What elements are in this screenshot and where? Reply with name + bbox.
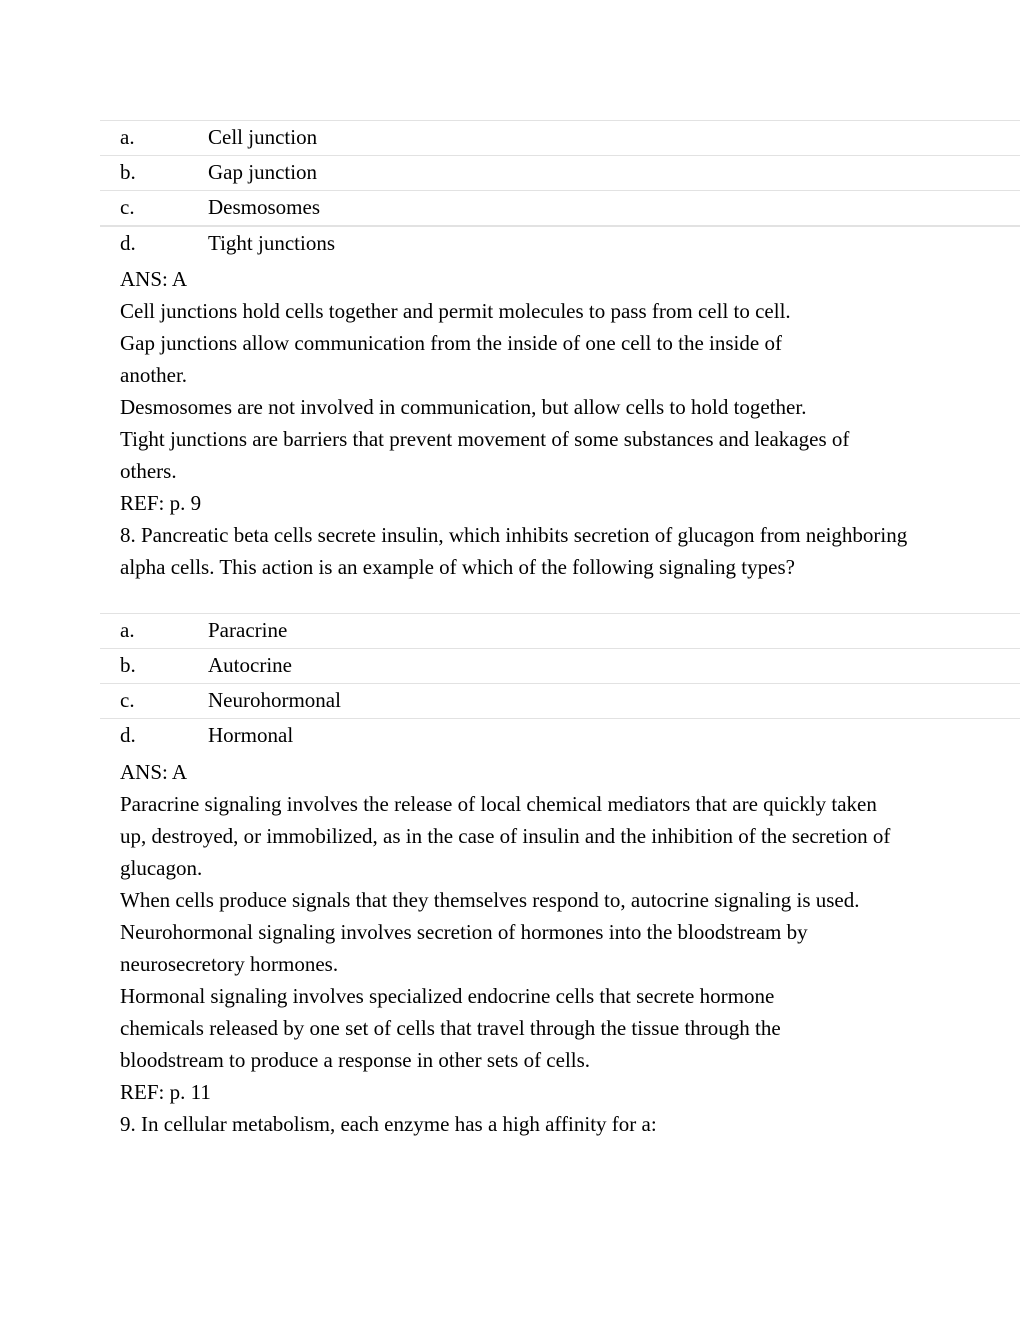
- q7-options-table: [100, 120, 1020, 260]
- rationale-line: Tight junctions are barriers that prevent movement of some substances and leakages of others.: [120, 427, 850, 483]
- reference: REF: p. 9: [120, 491, 202, 515]
- option-row: [100, 613, 1020, 648]
- option-letter: b.: [120, 160, 136, 184]
- option-row: [100, 190, 1020, 225]
- option-row: [100, 120, 1020, 155]
- rationale-line: Desmosomes are not involved in communication, but allow cells to hold together.: [120, 395, 807, 419]
- option-row: [100, 225, 1020, 260]
- option-text: Tight junctions: [208, 231, 336, 255]
- option-letter: d.: [120, 231, 136, 255]
- rationale-line: Paracrine signaling involves the release of local chemical mediators that are quickly taken up, destroyed, or immobilized, as in the case of insulin and the inhibition of the secretion of glucagon.: [120, 792, 891, 880]
- q8-answer-block: [120, 756, 920, 1140]
- option-text: Hormonal: [208, 723, 294, 747]
- option-text: Cell junction: [208, 125, 318, 149]
- option-letter: a.: [120, 618, 135, 642]
- option-letter: b.: [120, 653, 136, 677]
- option-letter: c.: [120, 688, 135, 712]
- option-row: [100, 718, 1020, 753]
- option-letter: c.: [120, 195, 135, 219]
- rationale-line: When cells produce signals that they themselves respond to, autocrine signaling is used.: [120, 888, 860, 912]
- option-row: [100, 155, 1020, 190]
- rationale-line: Gap junctions allow communication from the inside of one cell to the inside of another.: [120, 331, 782, 387]
- answer-label: ANS: A: [120, 760, 188, 784]
- option-text: Neurohormonal: [208, 688, 341, 712]
- option-letter: a.: [120, 125, 135, 149]
- q8-options-table: [100, 613, 1020, 753]
- option-text: Gap junction: [208, 160, 318, 184]
- option-text: Autocrine: [208, 653, 292, 677]
- answer-label: ANS: A: [120, 267, 188, 291]
- option-row: [100, 683, 1020, 718]
- option-row: [100, 648, 1020, 683]
- rationale-line: Cell junctions hold cells together and permit molecules to pass from cell to cell.: [120, 299, 791, 323]
- option-text: Desmosomes: [208, 195, 320, 219]
- question-9-stem: 9. In cellular metabolism, each enzyme has a high affinity for a:: [120, 1112, 657, 1136]
- rationale-line: Hormonal signaling involves specialized endocrine cells that secrete hormone chemicals released by one set of cells that travel through the tissue through the bloodstream to produce a response in other sets of cells.: [120, 984, 781, 1072]
- reference: REF: p. 11: [120, 1080, 211, 1104]
- q7-answer-block: [120, 263, 920, 583]
- question-8-stem: 8. Pancreatic beta cells secrete insulin, which inhibits secretion of glucagon from neighboring alpha cells. This action is an example of which of the following signaling types?: [120, 523, 908, 579]
- option-letter: d.: [120, 723, 136, 747]
- rationale-line: Neurohormonal signaling involves secretion of hormones into the bloodstream by neurosecretory hormones.: [120, 920, 808, 976]
- option-text: Paracrine: [208, 618, 288, 642]
